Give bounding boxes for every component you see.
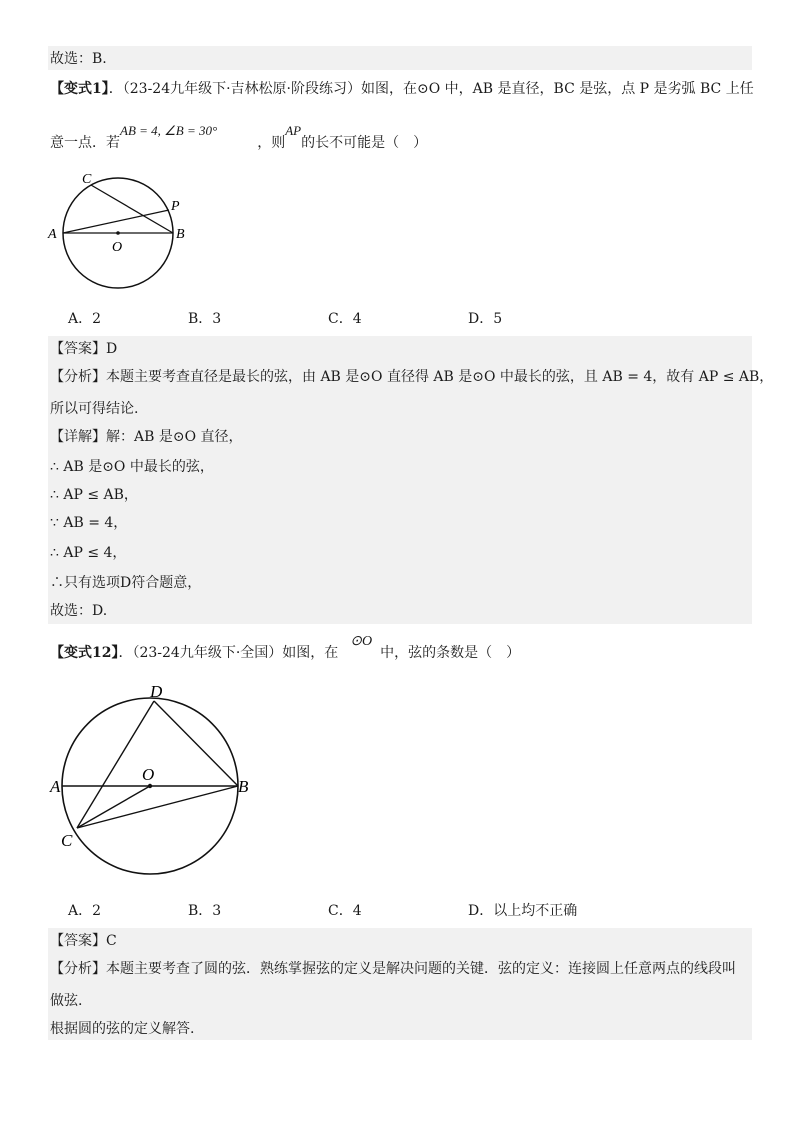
q1-option-a: A．2 — [68, 311, 102, 327]
q2-analysis-3: 根据圆的弦的定义解答. — [50, 1021, 195, 1037]
q1-detail-5: ∴ AP ≤ 4， — [50, 545, 127, 561]
q2-tag: 【变式12】 — [50, 645, 119, 661]
q1-analysis-2: 所以可得结论. — [50, 401, 139, 417]
q2-figure — [44, 680, 264, 880]
q1-detail-1: 【详解】解：AB 是⊙O 直径， — [50, 429, 243, 445]
q1-center-dot — [116, 231, 120, 235]
q1-detail-4: ∵ AB = 4， — [50, 515, 128, 531]
q2-option-c: C．4 — [328, 903, 362, 919]
q2-label-d: D — [150, 682, 163, 701]
q1-line2 — [50, 123, 428, 154]
q2-radius-oc — [77, 786, 150, 828]
q2-chord-cb — [77, 786, 238, 828]
q1-label-a: A — [48, 227, 57, 242]
q1-chord-bc — [91, 185, 173, 233]
q1-line2-a: 意一点．若 — [50, 135, 120, 151]
q1-label-c: C — [82, 172, 92, 187]
q1-line1 — [50, 78, 754, 100]
q1-label-p: P — [171, 199, 180, 214]
q2-circle-o: ⊙O — [350, 634, 373, 649]
q1-option-b: B．3 — [188, 311, 222, 327]
q2-option-b: B．3 — [188, 903, 222, 919]
q2-label-a: A — [50, 777, 61, 796]
q1-line2-c: 的长不可能是（ ） — [301, 135, 428, 151]
q2-option-d: D．以上均不正确 — [468, 903, 578, 919]
q1-answer: 【答案】D — [50, 341, 118, 357]
q2-center-dot — [148, 784, 152, 788]
q1-line2-b: ，则 — [257, 135, 286, 151]
q1-option-d: D．5 — [468, 311, 503, 327]
q2-analysis-2: 做弦. — [50, 993, 83, 1009]
q2-stem-end: 中，弦的条数是（ ） — [380, 645, 521, 661]
q2-analysis-1: 【分析】本题主要考查了圆的弦．熟练掌握弦的定义是解决问题的关键．弦的定义：连接圆上任意两点的线段叫 — [50, 961, 736, 977]
q1-detail-6: ∴只有选项D符合题意， — [50, 575, 202, 591]
q2-label-b: B — [238, 777, 249, 796]
q1-end: 故选：D. — [50, 603, 108, 619]
q2-option-a: A．2 — [68, 903, 102, 919]
q2-line1 — [50, 634, 521, 665]
q1-figure — [44, 170, 204, 302]
prev-answer-text: 故选：B. — [50, 51, 107, 67]
q1-option-c: C．4 — [328, 311, 362, 327]
prev-answer-block — [48, 46, 752, 70]
q1-analysis-1: 【分析】本题主要考查直径是最长的弦，由 AB 是⊙O 直径得 AB 是⊙O 中最长的弦，且 AB = 4，故有 AP ≤ AB， — [50, 369, 774, 385]
q2-chord-db — [154, 701, 238, 786]
q2-stem: ．（23-24九年级下·全国）如图，在 — [118, 645, 339, 661]
q1-detail-3: ∴ AP ≤ AB， — [50, 487, 138, 503]
q2-answer: 【答案】C — [50, 933, 117, 949]
q2-label-c: C — [61, 831, 73, 850]
q1-stem: ．（23-24九年级下·吉林松原·阶段练习）如图，在⊙O 中，AB 是直径，BC 是弦，点 P 是劣弧 BC 上任 — [108, 81, 754, 97]
q2-label-o: O — [142, 765, 155, 784]
q1-tag: 【变式1】 — [50, 81, 109, 97]
q1-label-o: O — [112, 240, 123, 255]
q1-label-b: B — [176, 227, 185, 242]
q1-detail-2: ∴ AB 是⊙O 中最长的弦， — [50, 459, 214, 475]
q1-ap: AP — [285, 123, 302, 138]
q1-condition: AB = 4, ∠B = 30° — [120, 123, 218, 138]
